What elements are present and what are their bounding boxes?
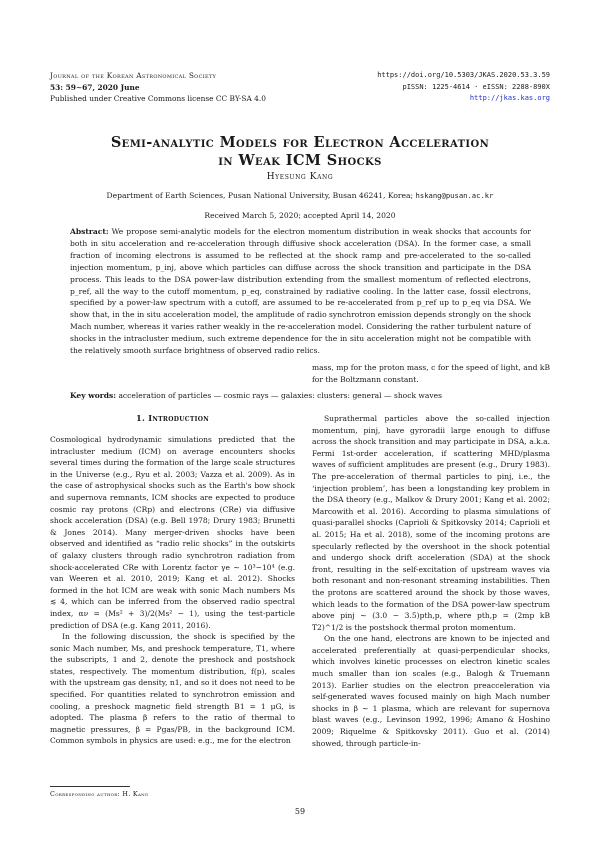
journal-header <box>50 70 266 105</box>
abstract-text: We propose semi-analytic models for the electron momentum distribution in weak shocks that accounts for both in situ acceleration and re-acceleration through diffusive shock acceleration (DSA). In the former case, a small fraction of incoming electrons is assumed to be reflected at the shock ramp and pre-accelerated to the so-called injection momentum, p_inj, above which particles can diffuse across the shock transition and participate in the DSA process. This leads to the DSA power-law distribution extending from the smallest momentum of reflected electrons, p_ref, all the way to the cutoff momentum, p_eq, constrained by radiative cooling. In the latter case, fossil electrons, specified by a power-law spectrum with a cutoff, are assumed to be re-accelerated from p_ref up to p_eq via DSA. We show that, in the in situ acceleration model, the amplitude of radio synchrotron emission depends strongly on the shock Mach number, whereas it varies rather weakly in the re-acceleration model. Considering the rather turbulent nature of shocks in the intracluster medium, such extreme dependence for the in situ acceleration might not be compatible with the relatively smooth surface brightness of observed radio relics. <box>70 227 531 356</box>
right-column-top <box>312 362 550 385</box>
doi-header <box>377 70 550 105</box>
site-link[interactable]: http://jkas.kas.org <box>469 94 550 103</box>
keywords-text: acceleration of particles — cosmic rays — galaxies: clusters: general — shock waves <box>118 391 442 400</box>
author-email[interactable]: hskang@pusan.ac.kr <box>415 191 494 200</box>
doi-link[interactable]: https://doi.org/10.5303/JKAS.2020.53.3.59 <box>377 71 550 79</box>
affiliation <box>0 191 600 200</box>
corresponding-author-footnote: Corresponding author: H. Kang <box>50 790 149 798</box>
affiliation-text: Department of Earth Sciences, Pusan National University, Busan 46241, Korea; <box>106 191 414 200</box>
author-name: Hyesung Kang <box>266 172 334 182</box>
keywords <box>70 391 540 400</box>
issn-line: pISSN: 1225-4614 · eISSN: 2288-890X <box>402 82 550 91</box>
received-dates: Received March 5, 2020; accepted April 14, 2020 <box>204 211 396 220</box>
section-title-introduction: 1. Introduction <box>135 413 210 423</box>
right-paragraph-1: Suprathermal particles above the so-called injection momentum, pinj, have gyroradii large enough to diffuse across the shock transition and may participate in DSA, a.k.a. Fermi 1st-order acceleration, if scattering MHD/plasma waves of sufficient amplitudes are present (e.g., Drury 1983). The pre-acceleration of thermal particles to pinj, i.e., the ‘injection problem’, has been a longstanding key problem in the DSA theory (e.g., Malkov & Drury 2001; Kang et al. 2002; Marcowith et al. 2016). According to plasma simulations of quasi-parallel shocks (Caprioli & Spitkovsky 2014; Caprioli et al. 2015; Ha et al. 2018), some of the incoming protons are specularly reflected by the overshoot in the shock potential and undergo shock drift acceleration (SDA) at the shock front, resulting in the self-excitation of upstream waves via both resonant and non-resonant streaming instabilities. Then the protons are scattered around the shock by those waves, which leads to the formation of the DSA power-law spectrum above pinj ∼ (3.0 − 3.5)pth,p, where pth,p = (2mp kB T2)^1/2 is the postshock thermal proton momentum. <box>312 414 550 632</box>
page-number: 59 <box>294 807 306 816</box>
paper-title <box>0 134 600 169</box>
abstract-label: Abstract: <box>70 227 109 236</box>
right-continuation: mass, mp for the proton mass, c for the speed of light, and kB for the Boltzmann constant. <box>312 363 550 384</box>
keywords-label: Key words: <box>70 391 117 400</box>
journal-name: Journal of the Korean Astronomical Society <box>50 71 217 80</box>
abstract <box>70 226 531 357</box>
license-line: Published under Creative Commons license CC BY-SA 4.0 <box>50 94 266 104</box>
volume-line: 53: 59∼67, 2020 June <box>50 82 140 92</box>
intro-paragraph-1: Cosmological hydrodynamic simulations predicted that the intracluster medium (ICM) on average encounters shocks several times during the formation of the large scale structures in the Universe (e.g., Ryu et al. 2003; Vazza et al. 2009). As in the case of astrophysical shocks such as the Earth's bow shock and supernova remnants, ICM shocks are expected to produce cosmic ray protons (CRp) and electrons (CRe) via diffusive shock acceleration (DSA) (e.g. Bell 1978; Drury 1983; Brunetti & Jones 2014). Many merger-driven shocks have been observed and identified as “radio relic shocks” in the outskirts of galaxy clusters through radio synchrotron radiation from shock-accelerated CRe with Lorentz factor γe ∼ 10³−10⁴ (e.g. van Weeren et al. 2010, 2019; Kang et al. 2012). Shocks formed in the hot ICM are weak with sonic Mach numbers Ms ≲ 4, which can be inferred from the observed radio spectral index, αν = (Ms² + 3)/2(Ms² − 1), using the test-particle prediction of DSA (e.g. Kang 2011, 2016). <box>50 435 295 630</box>
title-line-2: in Weak ICM Shocks <box>218 151 382 169</box>
title-line-1: Semi-analytic Models for Electron Acceleration <box>110 134 490 151</box>
left-column <box>50 434 295 747</box>
footnote-rule <box>50 786 130 787</box>
right-paragraph-2: On the one hand, electrons are known to be injected and accelerated preferentially at quasi-perpendicular shocks, which involves kinetic processes on electron kinetic scales much smaller than ion scales (e.g., Balogh & Truemann 2013). Earlier studies on the electron preacceleration via self-generated waves focused mainly on high Mach number shocks in β ∼ 1 plasma, which are relevant for supernova blast waves (e.g., Levinson 1992, 1996; Amano & Hoshino 2009; Riquelme & Spitkovsky 2011). Guo et al. (2014) showed, through particle-in- <box>312 634 550 748</box>
intro-paragraph-2: In the following discussion, the shock is specified by the sonic Mach number, Ms, and preshock temperature, T1, where the subscripts, 1 and 2, denote the preshock and postshock states, respectively. The momentum distribution, f(p), scales with the upstream gas density, n1, and so it does not need to be specified. For quantities related to synchrotron emission and cooling, a preshock magnetic field strength B1 = 1 μG, is adopted. The plasma β refers to the ratio of thermal to magnetic pressures, β = Pgas/PB, in the background ICM. Common symbols in physics are used: e.g., me for the electron <box>50 632 295 746</box>
right-column <box>312 413 550 749</box>
